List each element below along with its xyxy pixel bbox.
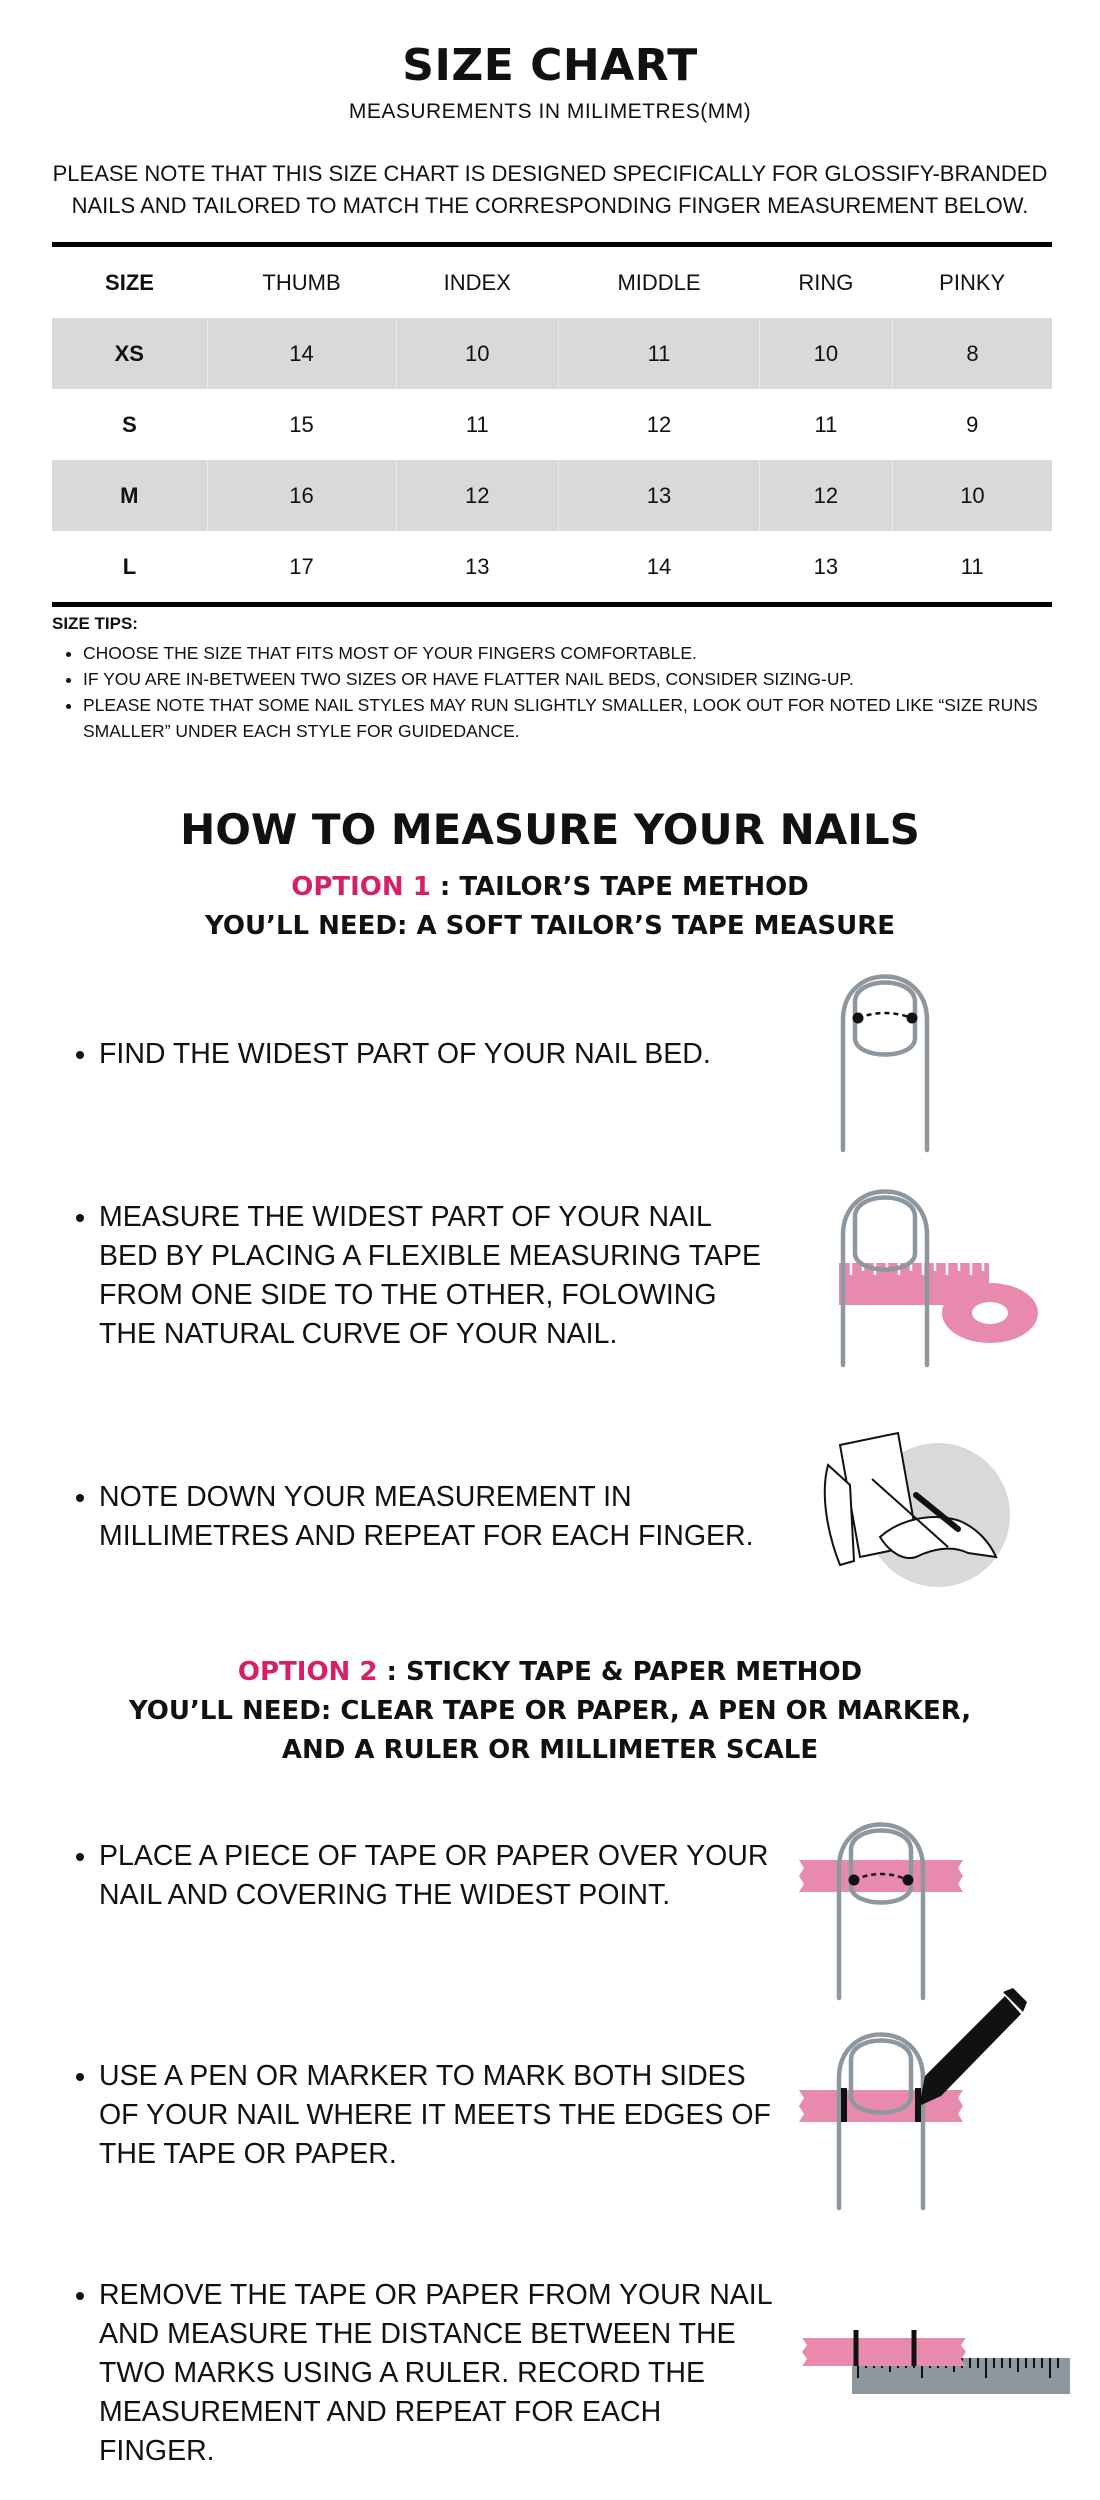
column-header: SIZE — [105, 269, 154, 295]
table-row — [52, 389, 1052, 460]
finger-pen-mark-icon — [795, 1988, 1050, 2213]
option2-need-line2: AND A RULER OR MILLIMETER SCALE — [281, 1735, 819, 1765]
option1-step-2 — [77, 1198, 777, 1354]
column-header: INDEX — [443, 269, 511, 295]
table-cell: 11 — [814, 411, 838, 437]
step-text: • MEASURE THE WIDEST PART OF YOUR NAIL BED BY PLACING A FLEXIBLE MEASURING TAPE FROM ONE SIDE TO THE OTHER, FOLOWING THE NATURAL CURVE OF YOUR NAIL. — [99, 1198, 777, 1354]
step-text: • REMOVE THE TAPE OR PAPER FROM YOUR NAIL AND MEASURE THE DISTANCE BETWEEN THE TWO MARKS USING A RULER. RECORD THE MEASUREMENT AND REPEAT FOR EACH FINGER. — [99, 2276, 777, 2471]
step-text: • NOTE DOWN YOUR MEASUREMENT IN MILLIMETRES AND REPEAT FOR EACH FINGER. — [99, 1478, 777, 1556]
column-header: PINKY — [939, 269, 1006, 295]
table-cell: 15 — [289, 411, 314, 437]
table-row — [52, 460, 1052, 531]
table-cell: 17 — [289, 553, 314, 579]
option2-step-1 — [77, 1837, 777, 1915]
option1-step-1 — [77, 1035, 777, 1074]
table-cell: 8 — [892, 318, 1052, 389]
option2-title — [0, 1653, 1100, 1692]
tip-item: • IF YOU ARE IN-BETWEEN TWO SIZES OR HAVE FLATTER NAIL BEDS, CONSIDER SIZING-UP. — [83, 666, 1062, 692]
table-row — [52, 531, 1052, 602]
table-cell: 10 — [759, 318, 892, 389]
table-cell: 10 — [396, 318, 559, 389]
measure-heading: HOW TO MEASURE YOUR NAILS — [180, 805, 920, 854]
table-cell: 11 — [960, 553, 984, 579]
option1-tag: OPTION 1 — [291, 872, 431, 902]
table-header-row — [52, 247, 1052, 318]
option1-title — [0, 868, 1100, 907]
page-subtitle: MEASUREMENTS IN MILIMETRES(MM) — [348, 100, 752, 123]
size-chart-note: PLEASE NOTE THAT THIS SIZE CHART IS DESIGNED SPECIFICALLY FOR GLOSSIFY-BRANDED NAILS AND TAILORED TO MATCH THE CORRESPONDING FINGER MEASUREMENT BELOW. — [52, 161, 1048, 218]
option2-need-line1: YOU’LL NEED: CLEAR TAPE OR PAPER, A PEN OR MARKER, — [128, 1696, 972, 1726]
size-cell: S — [122, 411, 137, 437]
column-header: MIDDLE — [617, 269, 701, 295]
table-cell: 12 — [759, 460, 892, 531]
option2-tag: OPTION 2 — [237, 1657, 378, 1687]
size-cell: M — [52, 460, 207, 531]
table-cell: 13 — [559, 460, 760, 531]
page-title: SIZE CHART — [402, 40, 698, 91]
option1-method: : TAILOR’S TAPE METHOD — [430, 872, 809, 902]
table-cell: 11 — [559, 318, 760, 389]
option1-need: YOU’LL NEED: A SOFT TAILOR’S TAPE MEASURE — [204, 911, 896, 941]
table-cell: 13 — [813, 553, 839, 579]
table-cell: 12 — [396, 460, 559, 531]
table-cell: 14 — [207, 318, 396, 389]
finger-tape-icon — [795, 1818, 970, 2003]
option1-step-3 — [77, 1478, 777, 1556]
table-bottom-rule — [52, 602, 1052, 607]
table-cell: 10 — [892, 460, 1052, 531]
column-header: THUMB — [262, 269, 341, 295]
step-text: • FIND THE WIDEST PART OF YOUR NAIL BED. — [99, 1035, 777, 1074]
size-tips — [52, 614, 1062, 744]
option2-step-3 — [77, 2276, 777, 2471]
size-cell: L — [122, 553, 137, 579]
table-cell: 11 — [465, 411, 489, 437]
tape-ruler-icon — [800, 2322, 1075, 2397]
finger-tape-measure-icon — [835, 1185, 1040, 1370]
size-table — [52, 242, 1052, 607]
table-cell: 13 — [465, 553, 490, 579]
tip-item: • PLEASE NOTE THAT SOME NAIL STYLES MAY RUN SLIGHTLY SMALLER, LOOK OUT FOR NOTED LIKE “SIZE RUNS SMALLER” UNDER EACH STYLE FOR GUIDEDANCE. — [83, 692, 1062, 744]
size-cell: XS — [52, 318, 207, 389]
size-tips-title: SIZE TIPS: — [52, 614, 138, 633]
column-header: RING — [798, 269, 854, 295]
table-cell: 9 — [966, 411, 979, 437]
table-cell: 14 — [646, 553, 672, 579]
table-cell: 12 — [646, 411, 672, 437]
table-row — [52, 318, 1052, 389]
option2-step-2 — [77, 2057, 777, 2174]
finger-width-icon — [835, 970, 945, 1155]
step-text: • USE A PEN OR MARKER TO MARK BOTH SIDES OF YOUR NAIL WHERE IT MEETS THE EDGES OF THE TAPE OR PAPER. — [99, 2057, 777, 2174]
table-cell: 16 — [207, 460, 396, 531]
step-text: • PLACE A PIECE OF TAPE OR PAPER OVER YOUR NAIL AND COVERING THE WIDEST POINT. — [99, 1837, 777, 1915]
tip-item: • CHOOSE THE SIZE THAT FITS MOST OF YOUR FINGERS COMFORTABLE. — [83, 640, 1062, 666]
option2-method: : STICKY TAPE & PAPER METHOD — [377, 1657, 863, 1687]
hand-writing-icon — [820, 1425, 1005, 1590]
